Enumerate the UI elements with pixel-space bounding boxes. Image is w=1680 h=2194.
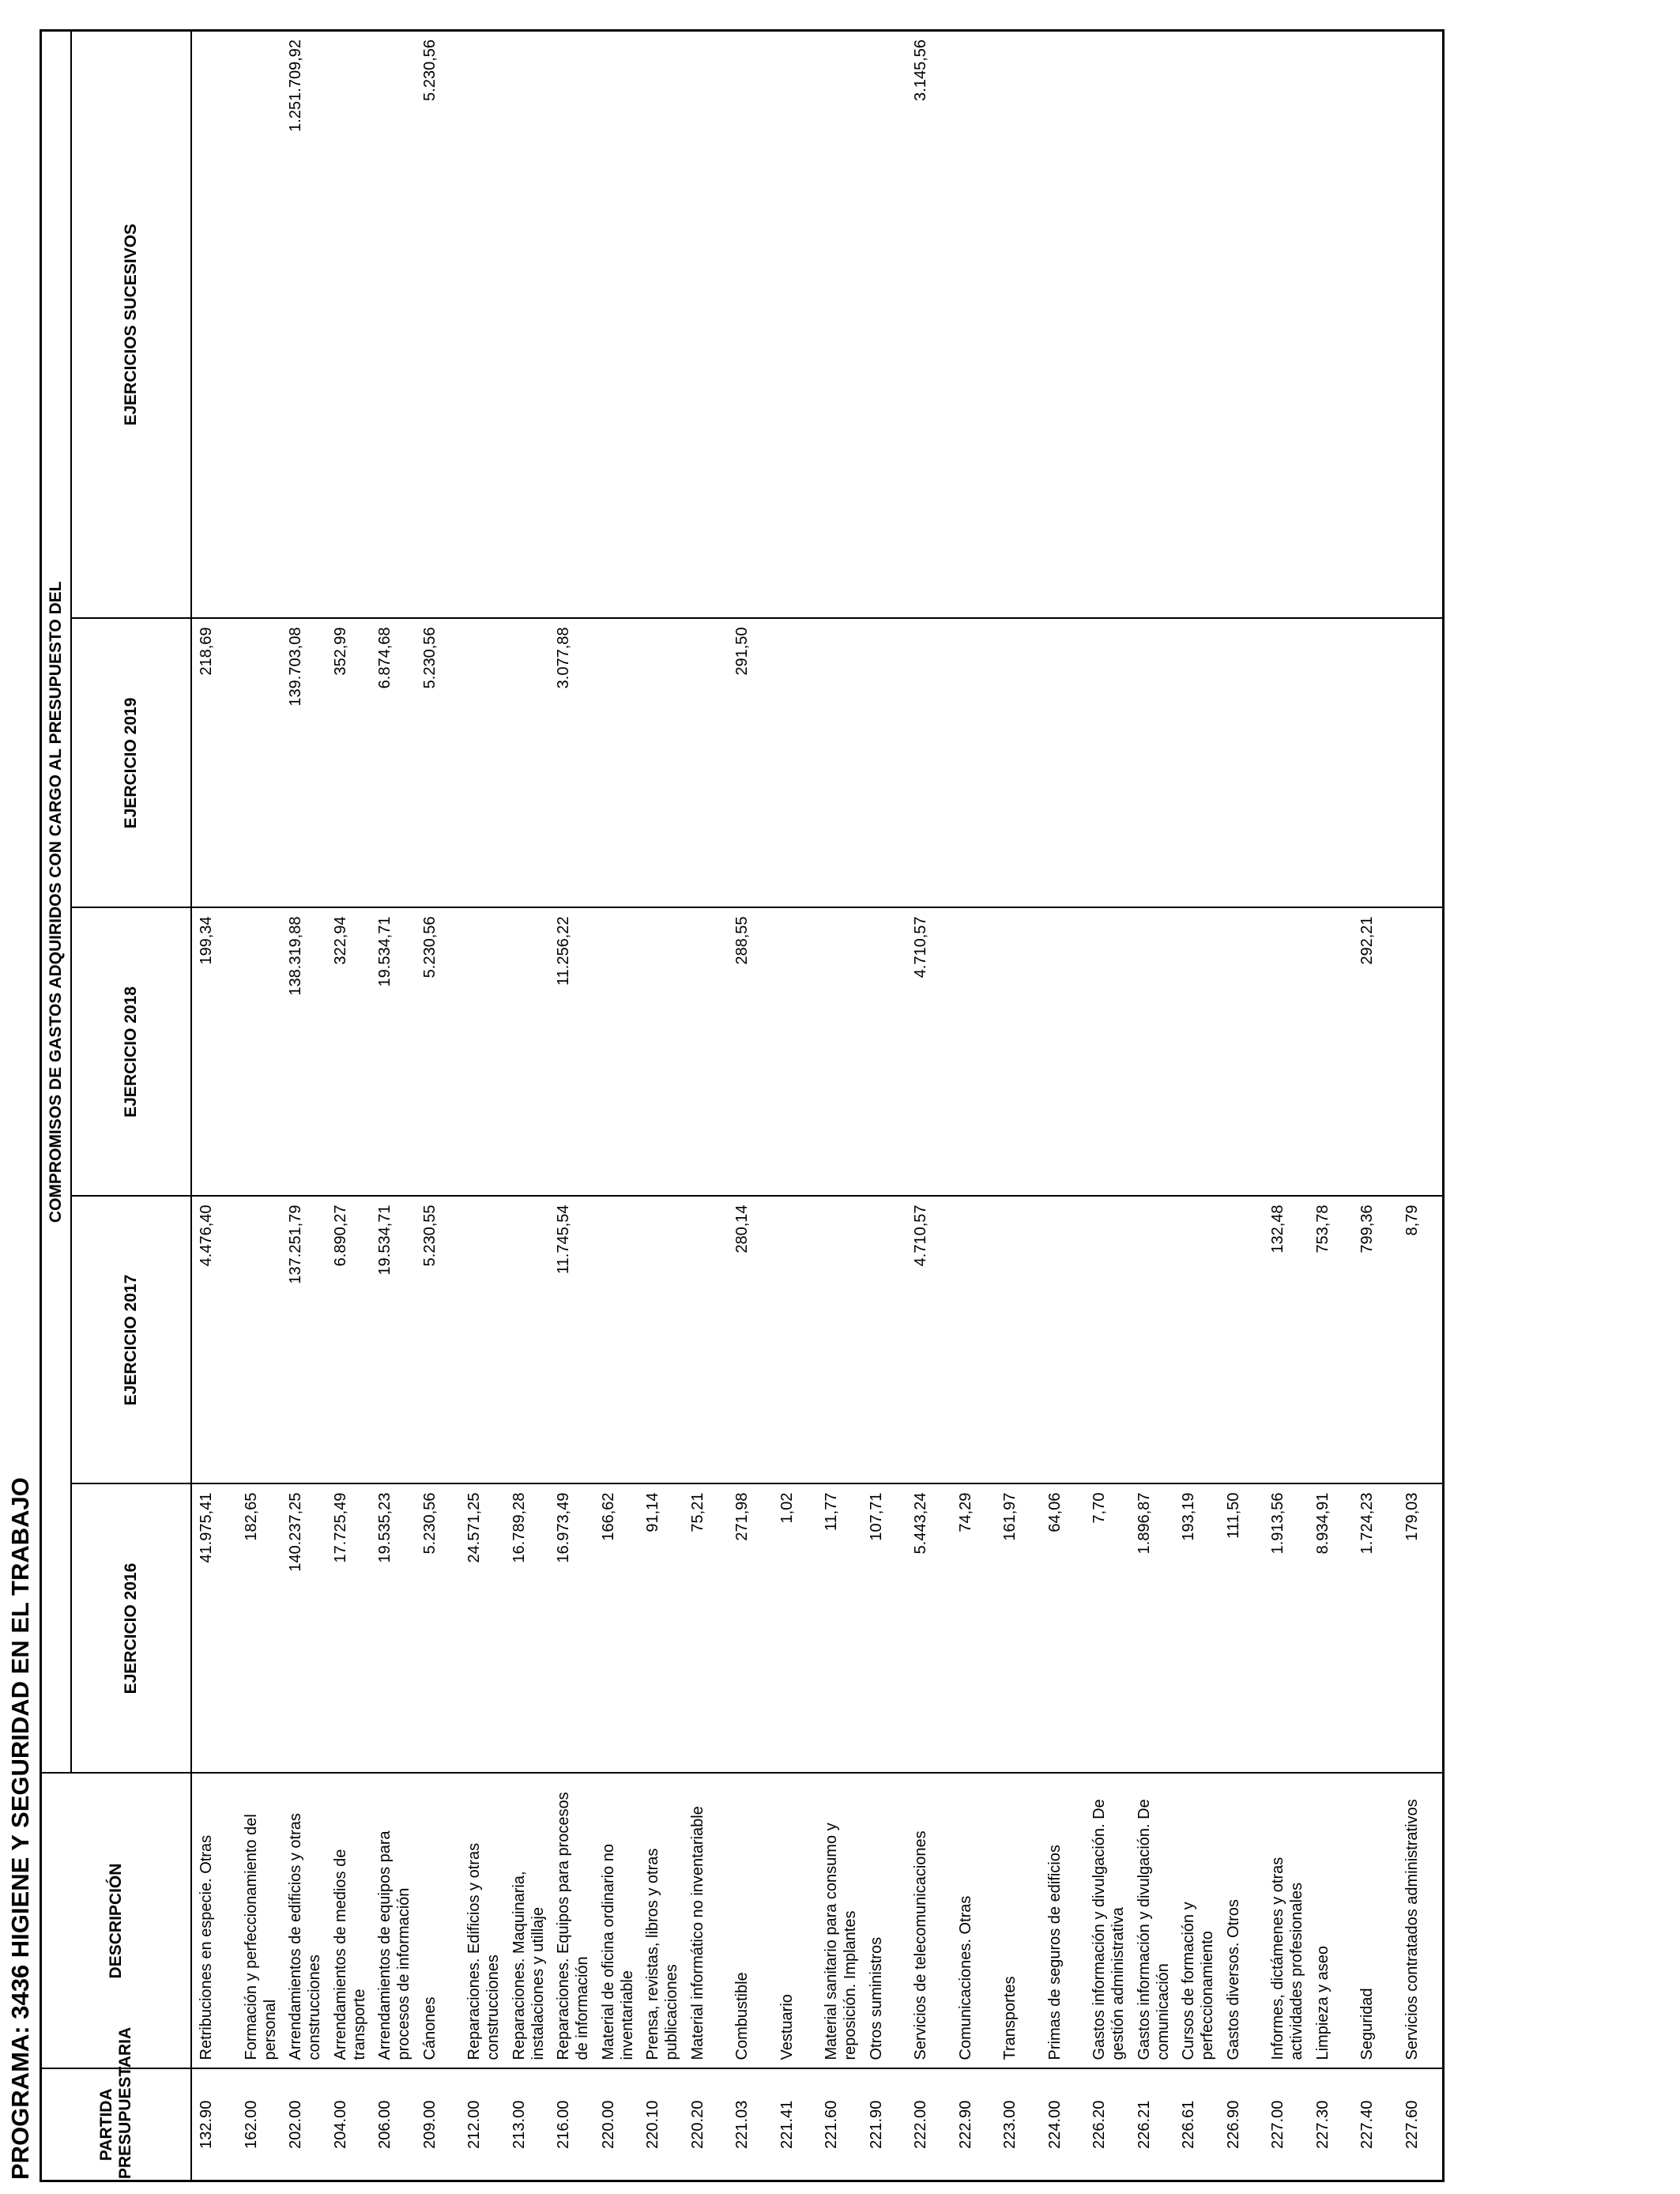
table-row [1398,30,1444,2181]
table-row [773,30,818,2181]
cell-2016: 5.230,56 [416,1484,461,1774]
cell-sucesivos [1130,30,1175,618]
cell-partida: 222.90 [951,2069,996,2181]
cell-descripcion: Transportes [996,1774,1041,2069]
cell-2019 [684,619,729,908]
table-row [996,30,1041,2181]
cell-sucesivos [951,30,996,618]
cell-partida: 226.90 [1219,2069,1264,2181]
cell-partida: 220.00 [594,2069,639,2181]
cell-2018: 292,21 [1353,908,1398,1197]
cell-partida: 202.00 [281,2069,326,2181]
cell-partida: 221.90 [862,2069,907,2181]
cell-2019 [1398,619,1444,908]
cell-descripcion: Seguridad [1353,1774,1398,2069]
cell-2016: 271,98 [728,1484,773,1774]
cell-descripcion: Retribuciones en especie. Otras [191,1774,237,2069]
cell-partida: 204.00 [326,2069,371,2181]
table-row [1309,30,1354,2181]
cell-2018 [773,908,818,1197]
cell-2016: 166,62 [594,1484,639,1774]
table-row [817,30,862,2181]
cell-2017 [505,1197,550,1484]
cell-2017: 19.534,71 [371,1197,416,1484]
cell-2019 [1174,619,1219,908]
cell-2019: 218,69 [191,619,237,908]
cell-sucesivos [638,30,684,618]
cell-partida: 223.00 [996,2069,1041,2181]
table-row [191,30,237,2181]
cell-partida: 227.00 [1264,2069,1309,2181]
cell-2016: 5.443,24 [906,1484,951,1774]
budget-table [40,29,1445,2182]
cell-2017: 137.251,79 [281,1197,326,1484]
cell-2019 [1353,619,1398,908]
cell-2019 [906,619,951,908]
cell-sucesivos: 5.230,56 [416,30,461,618]
cell-2018: 5.230,56 [416,908,461,1197]
cell-sucesivos [1219,30,1264,618]
cell-sucesivos [684,30,729,618]
cell-2018 [460,908,505,1197]
cell-2019: 352,99 [326,619,371,908]
cell-2016: 1.913,56 [1264,1484,1309,1774]
cell-partida: 227.60 [1398,2069,1444,2181]
table-row [237,30,282,2181]
table-row [549,30,594,2181]
cell-sucesivos [460,30,505,618]
cell-sucesivos [549,30,594,618]
cell-2016: 8.934,91 [1309,1484,1354,1774]
table-row [728,30,773,2181]
cell-2016: 182,65 [237,1484,282,1774]
cell-2016: 16.973,49 [549,1484,594,1774]
cell-2017 [951,1197,996,1484]
cell-sucesivos [1398,30,1444,618]
cell-partida: 222.00 [906,2069,951,2181]
cell-2017 [684,1197,729,1484]
cell-2016: 19.535,23 [371,1484,416,1774]
cell-sucesivos [773,30,818,618]
cell-2019 [862,619,907,908]
cell-partida: 227.30 [1309,2069,1354,2181]
cell-partida: 226.61 [1174,2069,1219,2181]
cell-partida: 224.00 [1041,2069,1086,2181]
table-row [1264,30,1309,2181]
cell-2017: 132,48 [1264,1197,1309,1484]
cell-descripcion: Combustible [728,1774,773,2069]
cell-descripcion: Formación y perfeccionamiento del personal [237,1774,282,2069]
cell-descripcion: Material de oficina ordinario no inventariable [594,1774,639,2069]
cell-2017: 753,78 [1309,1197,1354,1484]
cell-2018: 19.534,71 [371,908,416,1197]
cell-2019 [594,619,639,908]
cell-sucesivos [191,30,237,618]
cell-2018: 11.256,22 [549,908,594,1197]
table-row [906,30,951,2181]
table-row [416,30,461,2181]
header-descripcion: DESCRIPCIÓN [41,1774,192,2069]
cell-2019 [1130,619,1175,908]
cell-descripcion: Reparaciones. Edificios y otras construcciones [460,1774,505,2069]
cell-2019 [1041,619,1086,908]
cell-2018 [684,908,729,1197]
cell-2019 [1085,619,1130,908]
cell-sucesivos [594,30,639,618]
cell-sucesivos [1353,30,1398,618]
cell-2018 [1219,908,1264,1197]
cell-sucesivos [1309,30,1354,618]
cell-2018 [1041,908,1086,1197]
cell-descripcion: Primas de seguros de edificios [1041,1774,1086,2069]
cell-2017: 8,79 [1398,1197,1444,1484]
cell-2018 [817,908,862,1197]
cell-sucesivos: 3.145,56 [906,30,951,618]
table-row [1130,30,1175,2181]
cell-2018: 138.319,88 [281,908,326,1197]
cell-2016: 193,19 [1174,1484,1219,1774]
header-2016: EJERCICIO 2016 [71,1484,191,1774]
cell-partida: 226.20 [1085,2069,1130,2181]
cell-descripcion: Otros suministros [862,1774,907,2069]
cell-2019 [773,619,818,908]
table-row [594,30,639,2181]
cell-descripcion: Arrendamientos de edificios y otras construcciones [281,1774,326,2069]
cell-partida: 213.00 [505,2069,550,2181]
cell-descripcion: Servicios contratados administrativos [1398,1774,1444,2069]
cell-2019 [505,619,550,908]
cell-partida: 221.60 [817,2069,862,2181]
cell-2018 [862,908,907,1197]
table-row [1219,30,1264,2181]
cell-2019 [1309,619,1354,908]
cell-2017 [237,1197,282,1484]
cell-2017 [1041,1197,1086,1484]
cell-2016: 41.975,41 [191,1484,237,1774]
table-row [684,30,729,2181]
cell-descripcion: Comunicaciones. Otras [951,1774,996,2069]
cell-2019 [817,619,862,908]
cell-2018 [1309,908,1354,1197]
cell-2016: 11,77 [817,1484,862,1774]
cell-sucesivos [371,30,416,618]
cell-sucesivos [237,30,282,618]
table-row [1174,30,1219,2181]
cell-descripcion: Limpieza y aseo [1309,1774,1354,2069]
cell-2019 [237,619,282,908]
cell-partida: 132.90 [191,2069,237,2181]
cell-2019 [996,619,1041,908]
cell-descripcion: Cursos de formación y perfeccionamiento [1174,1774,1219,2069]
cell-2018 [1264,908,1309,1197]
cell-2016: 17.725,49 [326,1484,371,1774]
cell-2018 [1398,908,1444,1197]
cell-2018: 4.710,57 [906,908,951,1197]
cell-descripcion: Gastos información y divulgación. De gestión administrativa [1085,1774,1130,2069]
cell-descripcion: Informes, dictámenes y otras actividades profesionales [1264,1774,1309,2069]
cell-2018 [951,908,996,1197]
cell-descripcion: Vestuario [773,1774,818,2069]
cell-2018 [237,908,282,1197]
cell-partida: 221.41 [773,2069,818,2181]
cell-sucesivos: 1.251.709,92 [281,30,326,618]
cell-2016: 64,06 [1041,1484,1086,1774]
cell-2016: 107,71 [862,1484,907,1774]
cell-descripcion: Cánones [416,1774,461,2069]
cell-2016: 91,14 [638,1484,684,1774]
cell-partida: 227.40 [1353,2069,1398,2181]
cell-2017 [594,1197,639,1484]
cell-2018 [594,908,639,1197]
cell-2019: 5.230,56 [416,619,461,908]
cell-2017: 4.476,40 [191,1197,237,1484]
cell-2018: 322,94 [326,908,371,1197]
table-row [951,30,996,2181]
cell-2019 [1264,619,1309,908]
cell-2016: 74,29 [951,1484,996,1774]
cell-2019 [460,619,505,908]
cell-sucesivos [996,30,1041,618]
cell-descripcion: Prensa, revistas, libros y otras publicaciones [638,1774,684,2069]
cell-2019: 3.077,88 [549,619,594,908]
cell-sucesivos [1174,30,1219,618]
cell-sucesivos [1085,30,1130,618]
table-body [191,30,1444,2181]
cell-partida: 206.00 [371,2069,416,2181]
cell-2017 [862,1197,907,1484]
table-row [1085,30,1130,2181]
cell-2016: 24.571,25 [460,1484,505,1774]
cell-descripcion: Arrendamientos de equipos para procesos de información [371,1774,416,2069]
cell-sucesivos [728,30,773,618]
cell-2019: 139.703,08 [281,619,326,908]
cell-sucesivos [505,30,550,618]
table-row [862,30,907,2181]
cell-descripcion: Gastos diversos. Otros [1219,1774,1264,2069]
cell-2018: 288,55 [728,908,773,1197]
cell-partida: 220.10 [638,2069,684,2181]
header-2019: EJERCICIO 2019 [71,619,191,908]
cell-partida: 209.00 [416,2069,461,2181]
cell-2018 [1085,908,1130,1197]
cell-2019 [951,619,996,908]
cell-descripcion: Servicios de telecomunicaciones [906,1774,951,2069]
table-row [1041,30,1086,2181]
cell-2017: 6.890,27 [326,1197,371,1484]
cell-sucesivos [1264,30,1309,618]
cell-partida: 162.00 [237,2069,282,2181]
cell-2016: 75,21 [684,1484,729,1774]
cell-sucesivos [817,30,862,618]
cell-2016: 111,50 [1219,1484,1264,1774]
cell-2016: 161,97 [996,1484,1041,1774]
cell-2017 [1219,1197,1264,1484]
cell-sucesivos [1041,30,1086,618]
cell-partida: 220.20 [684,2069,729,2181]
cell-2018 [505,908,550,1197]
table-row [505,30,550,2181]
cell-2017: 280,14 [728,1197,773,1484]
cell-2016: 1.724,23 [1353,1484,1398,1774]
cell-descripcion: Gastos información y divulgación. De comunicación [1130,1774,1175,2069]
cell-2018: 199,34 [191,908,237,1197]
cell-2018 [1174,908,1219,1197]
table-row [638,30,684,2181]
cell-partida: 216.00 [549,2069,594,2181]
header-group: COMPROMISOS DE GASTOS ADQUIRIDOS CON CARGO AL PRESUPUESTO DEL [41,30,72,1773]
cell-2018 [638,908,684,1197]
cell-descripcion: Reparaciones. Equipos para procesos de información [549,1774,594,2069]
cell-descripcion: Reparaciones. Maquinaria, instalaciones y utillaje [505,1774,550,2069]
header-partida: PARTIDA PRESUPUESTARIA [41,2069,192,2181]
page-title: PROGRAMA: 3436 HIGIENE Y SEGURIDAD EN EL TRABAJO [6,1477,34,2180]
cell-2016: 1,02 [773,1484,818,1774]
cell-2016: 140.237,25 [281,1484,326,1774]
cell-2017: 799,36 [1353,1197,1398,1484]
cell-2017: 4.710,57 [906,1197,951,1484]
header-2018: EJERCICIO 2018 [71,908,191,1197]
cell-partida: 221.03 [728,2069,773,2181]
cell-2017 [773,1197,818,1484]
cell-2019: 291,50 [728,619,773,908]
cell-2016: 7,70 [1085,1484,1130,1774]
cell-descripcion: Arrendamientos de medios de transporte [326,1774,371,2069]
cell-2018 [996,908,1041,1197]
cell-2017 [817,1197,862,1484]
header-sucesivos: EJERCICIOS SUCESIVOS [71,30,191,618]
cell-2019: 6.874,68 [371,619,416,908]
cell-2017 [1174,1197,1219,1484]
cell-descripcion: Material sanitario para consumo y reposición. Implantes [817,1774,862,2069]
cell-2019 [638,619,684,908]
cell-2016: 16.789,28 [505,1484,550,1774]
table-row [326,30,371,2181]
cell-2017 [1130,1197,1175,1484]
cell-2016: 1.896,87 [1130,1484,1175,1774]
cell-sucesivos [326,30,371,618]
cell-2017: 5.230,55 [416,1197,461,1484]
cell-2016: 179,03 [1398,1484,1444,1774]
table-row [1353,30,1398,2181]
cell-sucesivos [862,30,907,618]
table-row [371,30,416,2181]
cell-2018 [1130,908,1175,1197]
cell-partida: 226.21 [1130,2069,1175,2181]
cell-2019 [1219,619,1264,908]
cell-2017 [460,1197,505,1484]
cell-2017 [1085,1197,1130,1484]
cell-descripcion: Material informático no inventariable [684,1774,729,2069]
cell-partida: 212.00 [460,2069,505,2181]
header-2017: EJERCICIO 2017 [71,1197,191,1484]
table-row [460,30,505,2181]
cell-2017: 11.745,54 [549,1197,594,1484]
cell-2017 [638,1197,684,1484]
table-row [281,30,326,2181]
cell-2017 [996,1197,1041,1484]
